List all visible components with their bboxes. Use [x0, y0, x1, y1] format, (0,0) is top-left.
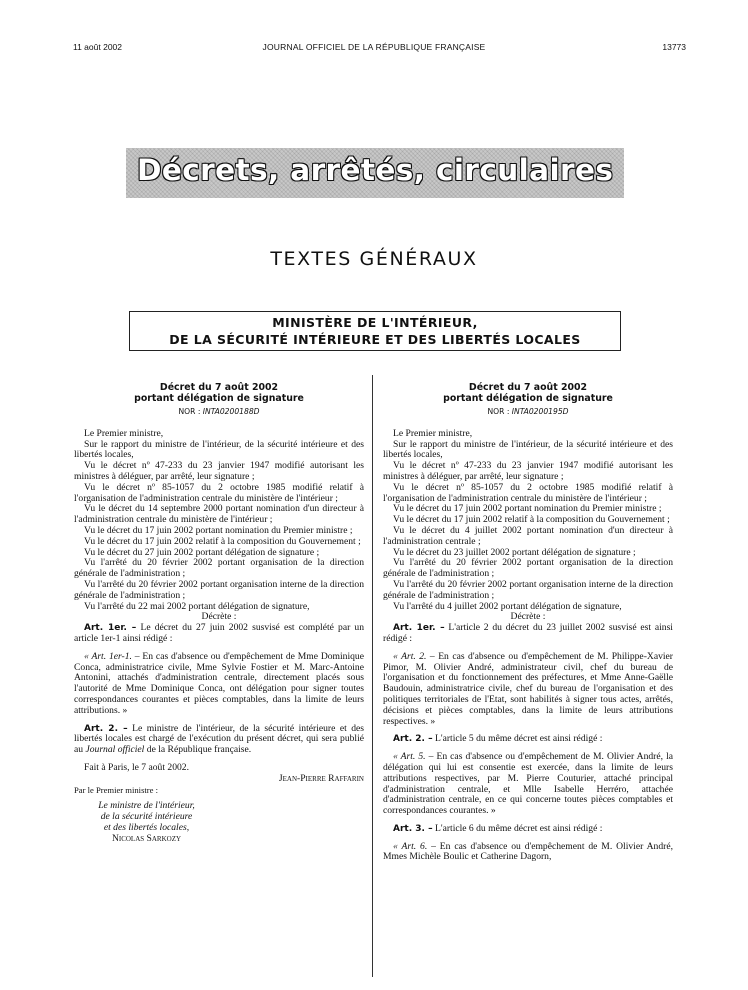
minister-line: de la sécurité intérieure: [100, 811, 193, 823]
article-1: [383, 623, 673, 645]
preamble-para: Le Premier ministre,: [84, 427, 164, 439]
preamble-para: Vu le décret du 17 juin 2002 relatif à la composition du Gouvernement ;: [393, 514, 670, 526]
article-label: Art. 2. –: [84, 723, 128, 734]
journal-officiel: Journal officiel: [85, 744, 145, 756]
article-text: L'article 5 du même décret est ainsi rédigé :: [434, 733, 603, 745]
preamble-para: Le Premier ministre,: [393, 427, 473, 439]
nor-reference: [383, 407, 673, 418]
preamble-para: Vu le décret du 14 septembre 2000 portant nomination d'un directeur à l'administration centrale du ministère de l'intérieur ;: [74, 503, 364, 526]
quote-label: « Art. 6.: [393, 840, 428, 852]
article-2-quote: [383, 752, 673, 817]
quote-label: « Art. 1er-1.: [84, 650, 132, 662]
nor-code: INTA0200188D: [202, 407, 260, 416]
decree-subtitle: portant délégation de signature: [443, 392, 613, 404]
preamble-para: Vu l'arrêté du 22 mai 2002 portant délégation de signature,: [84, 600, 310, 612]
article-label: Art. 1er. –: [393, 623, 445, 634]
nor-label: NOR :: [178, 407, 201, 416]
decree-left: [74, 383, 364, 844]
article-3-quote: [383, 842, 673, 864]
preamble-para: Vu le décret du 23 juillet 2002 portant délégation de signature ;: [393, 546, 636, 558]
preamble-para: Vu le décret nº 85-1057 du 2 octobre 1985 modifié relatif à l'organisation de l'administration centrale du ministère de l'intérieur ;: [383, 481, 673, 504]
quote-text: – En cas d'absence ou d'empêchement de M. Olivier André, Mmes Michèle Boulic et Catherine Dagorn,: [383, 840, 673, 863]
article-2: [74, 724, 364, 756]
preamble-para: Sur le rapport du ministre de l'intérieur, de la sécurité intérieure et des libertés locales,: [383, 438, 673, 461]
preamble-para: Vu l'arrêté du 20 février 2002 portant organisation de la direction générale de l'administration ;: [383, 557, 673, 580]
article-text: Le ministre de l'intérieur, de la sécurité intérieure et des libertés locales est chargé de l'exécution du présent décret, qui sera publié au: [74, 722, 364, 756]
quote-text: – En cas d'absence ou d'empêchement de M. Olivier André, la délégation qui lui est consentie est exercée, dans la limite de leurs attributions respectives, par M. Pierre Couturier, attaché principal d'administration centrale, et Mlle Isabelle Herréro, attachée d'administration centrale, en ce qui concerne toutes pièces comptables et correspondances courantes. »: [383, 751, 673, 817]
minister-line: Le ministre de l'intérieur,: [98, 800, 195, 812]
ministry-line-2: DE LA SÉCURITÉ INTÉRIEURE ET DES LIBERTÉS LOCALES: [169, 332, 581, 347]
article-1-quote: [74, 652, 364, 717]
preamble-para: Vu le décret nº 47-233 du 23 janvier 1947 modifié autorisant les ministres à déléguer, par arrêté, leur signature ;: [74, 460, 364, 482]
ministry-line-1: MINISTÈRE DE L'INTÉRIEUR,: [272, 315, 478, 330]
preamble-para: Vu le décret du 4 juillet 2002 portant nomination d'un directeur à l'administration centrale ;: [383, 524, 673, 547]
article-text: L'article 2 du décret du 23 juillet 2002 susvisé est ainsi rédigé :: [383, 622, 673, 644]
decree-subtitle: portant délégation de signature: [134, 392, 304, 404]
preamble-para: Vu l'arrêté du 20 février 2002 portant organisation de la direction générale de l'administration ;: [74, 557, 364, 580]
article-text: L'article 6 du même décret est ainsi rédigé :: [434, 822, 603, 834]
preamble-para: Vu le décret du 17 juin 2002 portant nomination du Premier ministre ;: [393, 503, 662, 515]
article-text-end: de la République française.: [146, 744, 252, 756]
article-label: Art. 3. –: [393, 823, 433, 834]
section-title: TEXTES GÉNÉRAUX: [270, 248, 478, 270]
preamble-para: Sur le rapport du ministre de l'intérieur, de la sécurité intérieure et des libertés locales,: [74, 438, 364, 461]
article-label: Art. 2. –: [393, 734, 433, 745]
journal-title: JOURNAL OFFICIEL DE LA RÉPUBLIQUE FRANÇAISE: [262, 42, 486, 52]
decree-title: Décret du 7 août 2002: [468, 382, 588, 393]
article-label: Art. 1er. –: [84, 623, 137, 634]
preamble-para: Vu le décret nº 47-233 du 23 janvier 1947 modifié autorisant les ministres à déléguer, par arrêté, leur signature ;: [383, 460, 673, 482]
preamble-para: Vu l'arrêté du 20 février 2002 portant organisation interne de la direction générale de l'administration ;: [74, 578, 364, 601]
article-1-quote: [383, 652, 673, 728]
decree-right: [383, 383, 673, 863]
page-number: 13773: [662, 42, 686, 52]
nor-reference: [74, 407, 364, 418]
article-3: [383, 824, 673, 835]
preamble-para: Vu le décret du 27 juin 2002 portant délégation de signature ;: [84, 546, 320, 558]
preamble-para: Vu le décret du 17 juin 2002 portant nomination du Premier ministre ;: [84, 524, 353, 536]
minister-block: [74, 801, 219, 833]
rubric-banner: [126, 148, 624, 198]
minister-line: et des libertés locales,: [103, 821, 190, 833]
preamble-para: Vu l'arrêté du 4 juillet 2002 portant délégation de signature,: [393, 600, 622, 612]
minister-name: Nicolas Sarkozy: [111, 832, 182, 844]
fait-a: Fait à Paris, le 7 août 2002.: [84, 761, 189, 773]
decrete: Décrète :: [201, 611, 237, 623]
signature: Jean-Pierre Raffarin: [278, 772, 364, 784]
issue-date: 11 août 2002: [73, 42, 122, 52]
article-text: Le décret du 27 juin 2002 susvisé est complété par un article 1er-1 ainsi rédigé :: [74, 622, 364, 644]
preamble-para: Vu le décret du 17 juin 2002 relatif à la composition du Gouvernement ;: [84, 535, 361, 547]
article-1: [74, 623, 364, 645]
rubric-title: Décrets, arrêtés, circulaires: [137, 153, 614, 187]
ministry-box: [129, 311, 621, 351]
nor-code: INTA0200195D: [511, 407, 569, 416]
nor-label: NOR :: [487, 407, 510, 416]
column-divider: [372, 375, 373, 977]
decrete: Décrète :: [510, 611, 546, 623]
par-premier-ministre: Par le Premier ministre :: [74, 784, 159, 795]
quote-label: « Art. 5.: [393, 751, 426, 763]
preamble-para: Vu l'arrêté du 20 février 2002 portant organisation interne de la direction générale de l'administration ;: [383, 578, 673, 601]
quote-text: – En cas d'absence ou d'empêchement de Mme Dominique Conca, administratrice civile, Mme Sylvie Fostier et M. Marc-Antoine Antonini, attachés d'administration centrale, directement placés sous l'autorité de Mme Dominique Conca, ont délégation pour signer toutes correspondances courantes et pièces comptables, dans la limite de leurs attributions. »: [74, 650, 364, 716]
page-header: [0, 42, 748, 56]
preamble-para: Vu le décret nº 85-1057 du 2 octobre 1985 modifié relatif à l'organisation de l'administration centrale du ministère de l'intérieur ;: [74, 481, 364, 504]
quote-text: – En cas d'absence ou d'empêchement de M. Philippe-Xavier Pimor, M. Olivier André, administrateur civil, chef du bureau de l'organisation et du fonctionnement des préfectures, et Mme Anne-Gaëlle Baudouin, administratrice civile, chef du bureau de l'organisation et des politiques territoriales de l'Etat, sont habilités à signer tous actes, arrêtés, décisions et pièces comptables, dans la limite de leurs attributions respectives. »: [383, 650, 673, 727]
quote-label: « Art. 2.: [393, 650, 427, 662]
article-2: [383, 734, 673, 745]
decree-title: Décret du 7 août 2002: [159, 382, 279, 393]
